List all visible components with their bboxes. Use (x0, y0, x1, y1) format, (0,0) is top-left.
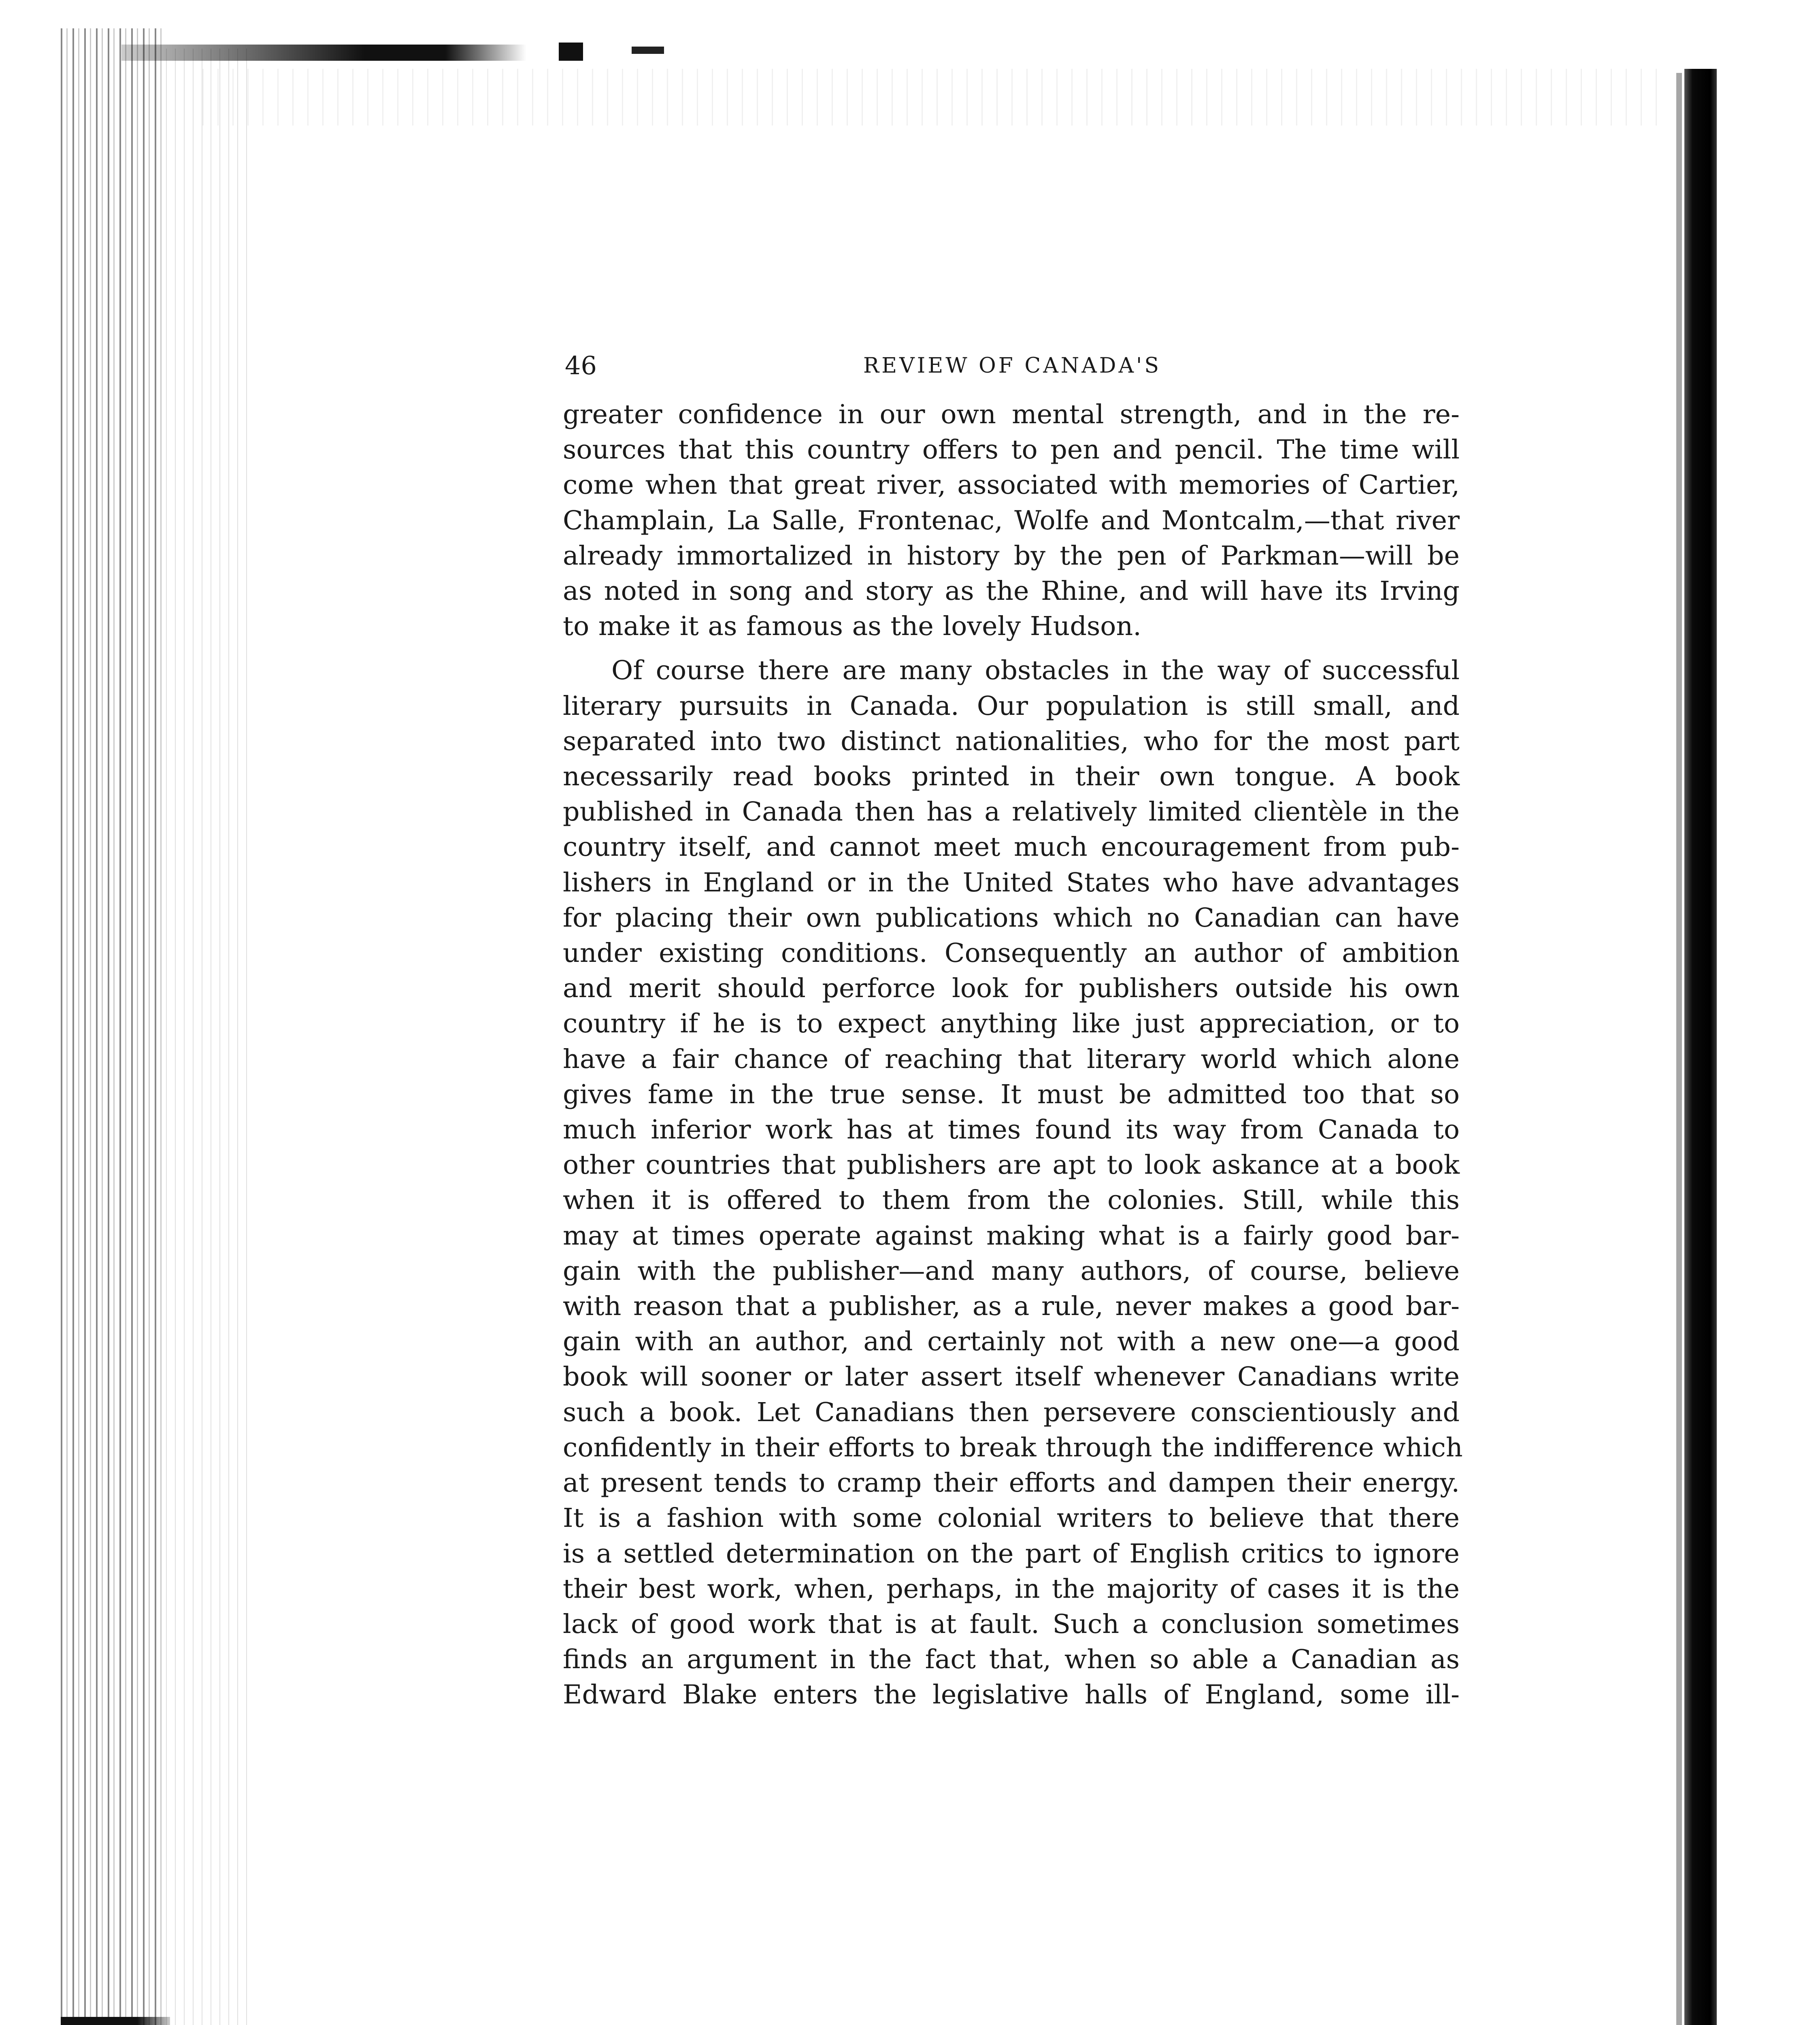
text-line: country itself, and cannot meet much encouragement from pub- (563, 832, 1460, 863)
text-line: sources that this country offers to pen and pencil. The time will (563, 435, 1460, 465)
text-line: when it is offered to them from the colonies. Still, while this (563, 1185, 1460, 1216)
page-number: 46 (565, 351, 597, 380)
text-line: Of course there are many obstacles in the way of successful (611, 655, 1460, 686)
text-line: lack of good work that is at fault. Such a conclusion sometimes (563, 1609, 1460, 1639)
text-line: gives fame in the true sense. It must be admitted too that so (563, 1079, 1460, 1110)
text-line: finds an argument in the fact that, when so able a Canadian as (563, 1644, 1460, 1675)
text-line: under existing conditions. Consequently an author of ambition (563, 938, 1460, 969)
scan-left-edge-fade (166, 49, 255, 2025)
text-line: come when that great river, associated with memories of Cartier, (563, 470, 1460, 501)
text-line: at present tends to cramp their efforts and dampen their energy. (563, 1468, 1460, 1498)
scan-top-mark (632, 47, 664, 54)
text-line: gain with an author, and certainly not with a new one—a good (563, 1326, 1460, 1357)
text-line: may at times operate against making what is a fairly good bar- (563, 1220, 1460, 1251)
text-line: is a settled determination on the part of English critics to ignore (563, 1538, 1460, 1569)
text-line: country if he is to expect anything like just appreciation, or to (563, 1008, 1460, 1039)
text-line: confidently in their efforts to break through the indifference which (563, 1432, 1463, 1463)
text-line: lishers in England or in the United States who have advantages (563, 867, 1460, 898)
scan-right-edge-shadow (1684, 69, 1717, 2025)
text-line: gain with the publisher—and many authors, of course, believe (563, 1256, 1460, 1286)
scan-top-mark (121, 45, 526, 61)
running-head: REVIEW OF CANADA'S (863, 354, 1161, 378)
text-line: and merit should perforce look for publishers outside his own (563, 973, 1460, 1004)
text-line: Champlain, La Salle, Frontenac, Wolfe and Montcalm,—that river (563, 505, 1460, 536)
text-line: literary pursuits in Canada. Our population is still small, and (563, 691, 1460, 721)
text-line: already immortalized in history by the pen of Parkman—will be (563, 540, 1460, 571)
scan-left-edge-shadow (61, 28, 166, 2025)
text-line: greater confidence in our own mental strength, and in the re- (563, 399, 1460, 430)
text-line: book will sooner or later assert itself whenever Canadians write (563, 1362, 1460, 1392)
text-line: published in Canada then has a relatively limited clientèle in the (563, 797, 1460, 827)
scan-bottom-mark (61, 2017, 170, 2025)
text-line: much inferior work has at times found its way from Canada to (563, 1115, 1460, 1145)
text-line: have a fair chance of reaching that literary world which alone (563, 1044, 1460, 1074)
scan-top-mark (559, 43, 583, 61)
scan-top-noise (202, 69, 1660, 126)
page-header (565, 347, 1460, 384)
text-line: other countries that publishers are apt to look askance at a book (563, 1150, 1460, 1181)
paragraph (563, 397, 1460, 644)
text-line: such a book. Let Canadians then persevere conscientiously and (563, 1397, 1460, 1428)
scan-right-edge-line (1676, 73, 1682, 2025)
text-line: It is a fashion with some colonial writers to believe that there (563, 1503, 1460, 1534)
text-line: as noted in song and story as the Rhine, and will have its Irving (563, 576, 1460, 607)
text-line: their best work, when, perhaps, in the majority of cases it is the (563, 1573, 1460, 1604)
text-line: to make it as famous as the lovely Hudson. (563, 611, 1141, 642)
paragraph (563, 653, 1463, 1712)
text-line: separated into two distinct nationalities, who for the most part (563, 726, 1460, 757)
text-line: necessarily read books printed in their own tongue. A book (563, 761, 1460, 792)
body-text (563, 397, 1463, 1722)
text-line: Edward Blake enters the legislative halls of England, some ill- (563, 1680, 1460, 1710)
text-line: with reason that a publisher, as a rule, never makes a good bar- (563, 1291, 1460, 1322)
text-line: for placing their own publications which no Canadian can have (563, 902, 1460, 933)
